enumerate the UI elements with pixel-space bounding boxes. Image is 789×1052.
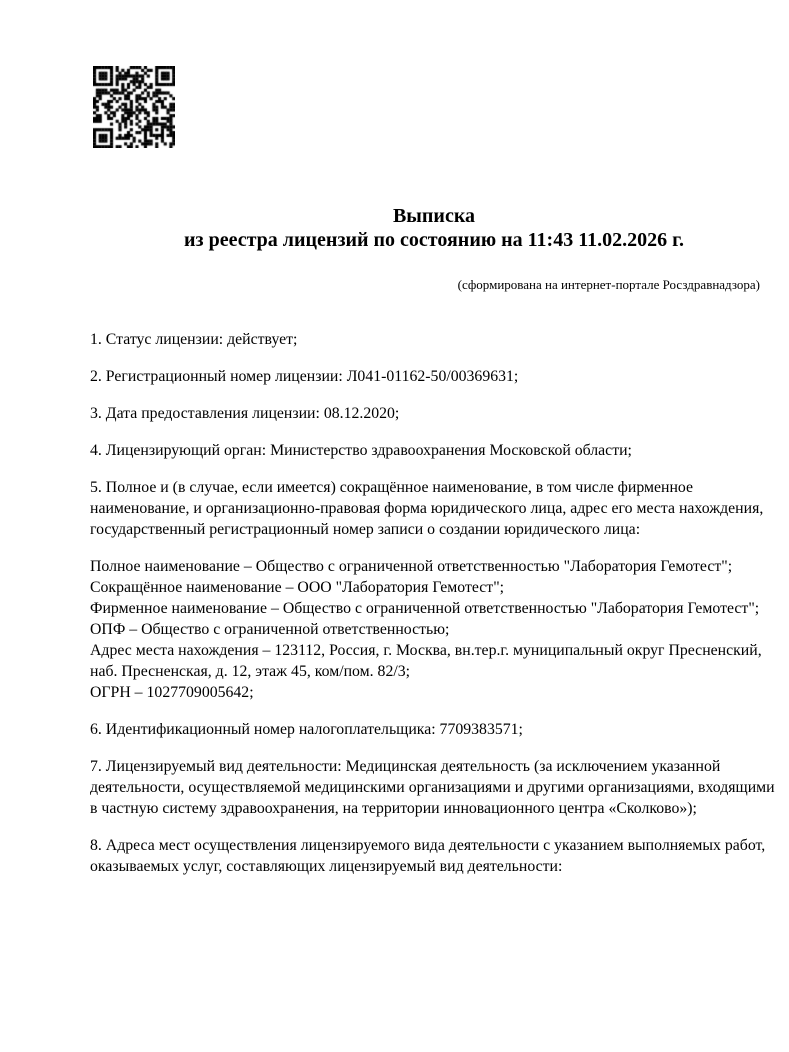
entity-detail-line: Адрес места нахождения – 123112, Россия, г. Москва, вн.тер.г. муниципальный округ Пресненский, наб. Пресненская, д. 12, этаж 45, ком/пом. 82/3; xyxy=(90,642,762,680)
formation-note: (сформирована на интернет-портале Росздравнадзора) xyxy=(457,277,760,292)
license-item: 5. Полное и (в случае, если имеется) сокращённое наименование, в том числе фирменное наименование, и организационно-правовая форма юридического лица, адрес его места нахождения, государственный регистрационный номер записи о создании юридического лица: xyxy=(90,479,764,538)
entity-detail-line: ОГРН – 1027709005642; xyxy=(90,684,254,701)
document-body xyxy=(90,329,778,877)
license-item: 2. Регистрационный номер лицензии: Л041-01162-50/00369631; xyxy=(90,368,519,385)
document-title xyxy=(90,204,778,252)
license-item: 1. Статус лицензии: действует; xyxy=(90,331,298,348)
title-line-2: из реестра лицензий по состоянию на 11:43 11.02.2026 г. xyxy=(184,229,684,251)
entity-detail-line: Полное наименование – Общество с ограниченной ответственностью "Лаборатория Гемотест"; xyxy=(90,558,733,575)
entity-detail-line: Фирменное наименование – Общество с ограниченной ответственностью "Лаборатория Гемотест"; xyxy=(90,600,760,617)
license-item: 6. Идентификационный номер налогоплательщика: 7709383571; xyxy=(90,721,523,738)
license-item: 7. Лицензируемый вид деятельности: Медицинская деятельность (за исключением указанной деятельности, осуществляемой медицинскими организациями и другими организациями, входящими в частную систему здравоохранения, на территории инновационного центра «Сколково»); xyxy=(90,758,775,817)
entity-details xyxy=(90,556,778,703)
entity-detail-line: ОПФ – Общество с ограниченной ответственностью; xyxy=(90,621,450,638)
entity-detail-line: Сокращённое наименование – ООО "Лаборатория Гемотест"; xyxy=(90,579,505,596)
title-line-1: Выписка xyxy=(392,205,476,227)
license-item: 3. Дата предоставления лицензии: 08.12.2020; xyxy=(90,405,400,422)
license-item: 4. Лицензирующий орган: Министерство здравоохранения Московской области; xyxy=(90,442,632,459)
license-item: 8. Адреса мест осуществления лицензируемого вида деятельности с указанием выполняемых работ, оказываемых услуг, составляющих лицензируемый вид деятельности: xyxy=(90,837,766,875)
document-content xyxy=(90,0,778,893)
